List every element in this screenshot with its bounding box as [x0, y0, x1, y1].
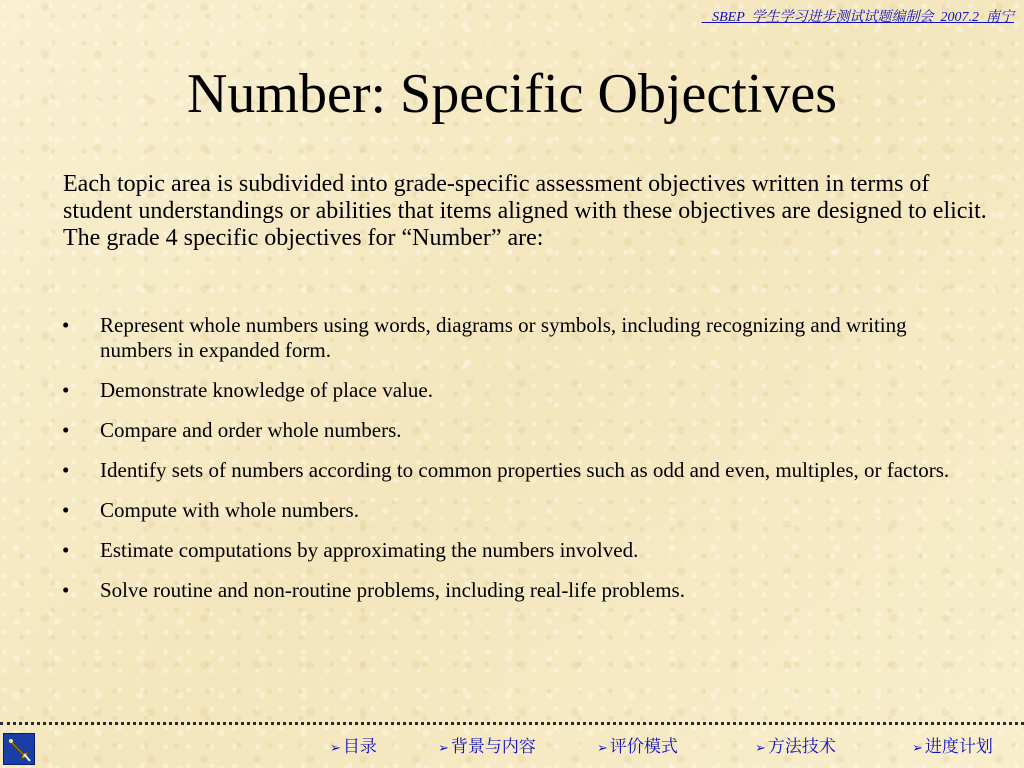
footer-nav: [0, 732, 1024, 762]
objective-item: [62, 538, 982, 563]
header-credit: SBEP 学生学习进步测试试题编制会 2007.2 南宁: [701, 10, 1014, 25]
bullet-icon: •: [62, 378, 70, 402]
objective-text: Identify sets of numbers according to common properties such as odd and even, multiples, or factors.: [100, 458, 950, 482]
arrow-right-icon: ➢: [438, 741, 449, 756]
nav-link-background[interactable]: [438, 732, 536, 757]
objective-text: Represent whole numbers using words, diagrams or symbols, including recognizing and writing numbers in expanded form.: [100, 313, 907, 362]
objective-text: Estimate computations by approximating the numbers involved.: [100, 538, 639, 562]
nav-link-schedule[interactable]: [912, 732, 993, 757]
bullet-icon: •: [62, 313, 70, 337]
footer-divider: [0, 722, 1024, 725]
slide-title: Number: Specific Objectives: [186, 63, 837, 125]
objective-text: Demonstrate knowledge of place value.: [100, 378, 433, 402]
objectives-list: [62, 313, 982, 618]
bullet-icon: •: [62, 418, 70, 442]
nav-link-label: 背景与内容: [450, 737, 536, 757]
arrow-right-icon: ➢: [755, 741, 766, 756]
arrow-right-icon: ➢: [330, 741, 341, 756]
nav-link-label: 进度计划: [924, 737, 993, 757]
intro-paragraph: Each topic area is subdivided into grade-specific assessment objectives written in terms of student understandings or abilities that items aligned with these objectives are designed to elicit. The grade 4 specific objectives for “Number” are:: [63, 171, 987, 251]
nav-link-label: 方法技术: [767, 737, 836, 757]
nav-link-contents[interactable]: [330, 732, 377, 757]
objective-item: [62, 578, 982, 603]
bullet-icon: •: [62, 458, 70, 482]
objective-item: [62, 458, 982, 483]
objective-item: [62, 378, 982, 403]
objective-item: [62, 418, 982, 443]
nav-link-evaluation-model[interactable]: [597, 732, 678, 757]
objective-item: [62, 313, 982, 363]
arrow-right-icon: ➢: [912, 741, 923, 756]
arrow-right-icon: ➢: [597, 741, 608, 756]
nav-link-methods[interactable]: [755, 732, 836, 757]
objective-item: [62, 498, 982, 523]
bullet-icon: •: [62, 498, 70, 522]
nav-link-label: 评价模式: [609, 737, 678, 757]
objective-text: Compare and order whole numbers.: [100, 418, 402, 442]
bullet-icon: •: [62, 578, 70, 602]
objective-text: Compute with whole numbers.: [100, 498, 359, 522]
objective-text: Solve routine and non-routine problems, including real-life problems.: [100, 578, 685, 602]
bullet-icon: •: [62, 538, 70, 562]
nav-link-label: 目录: [342, 737, 377, 757]
